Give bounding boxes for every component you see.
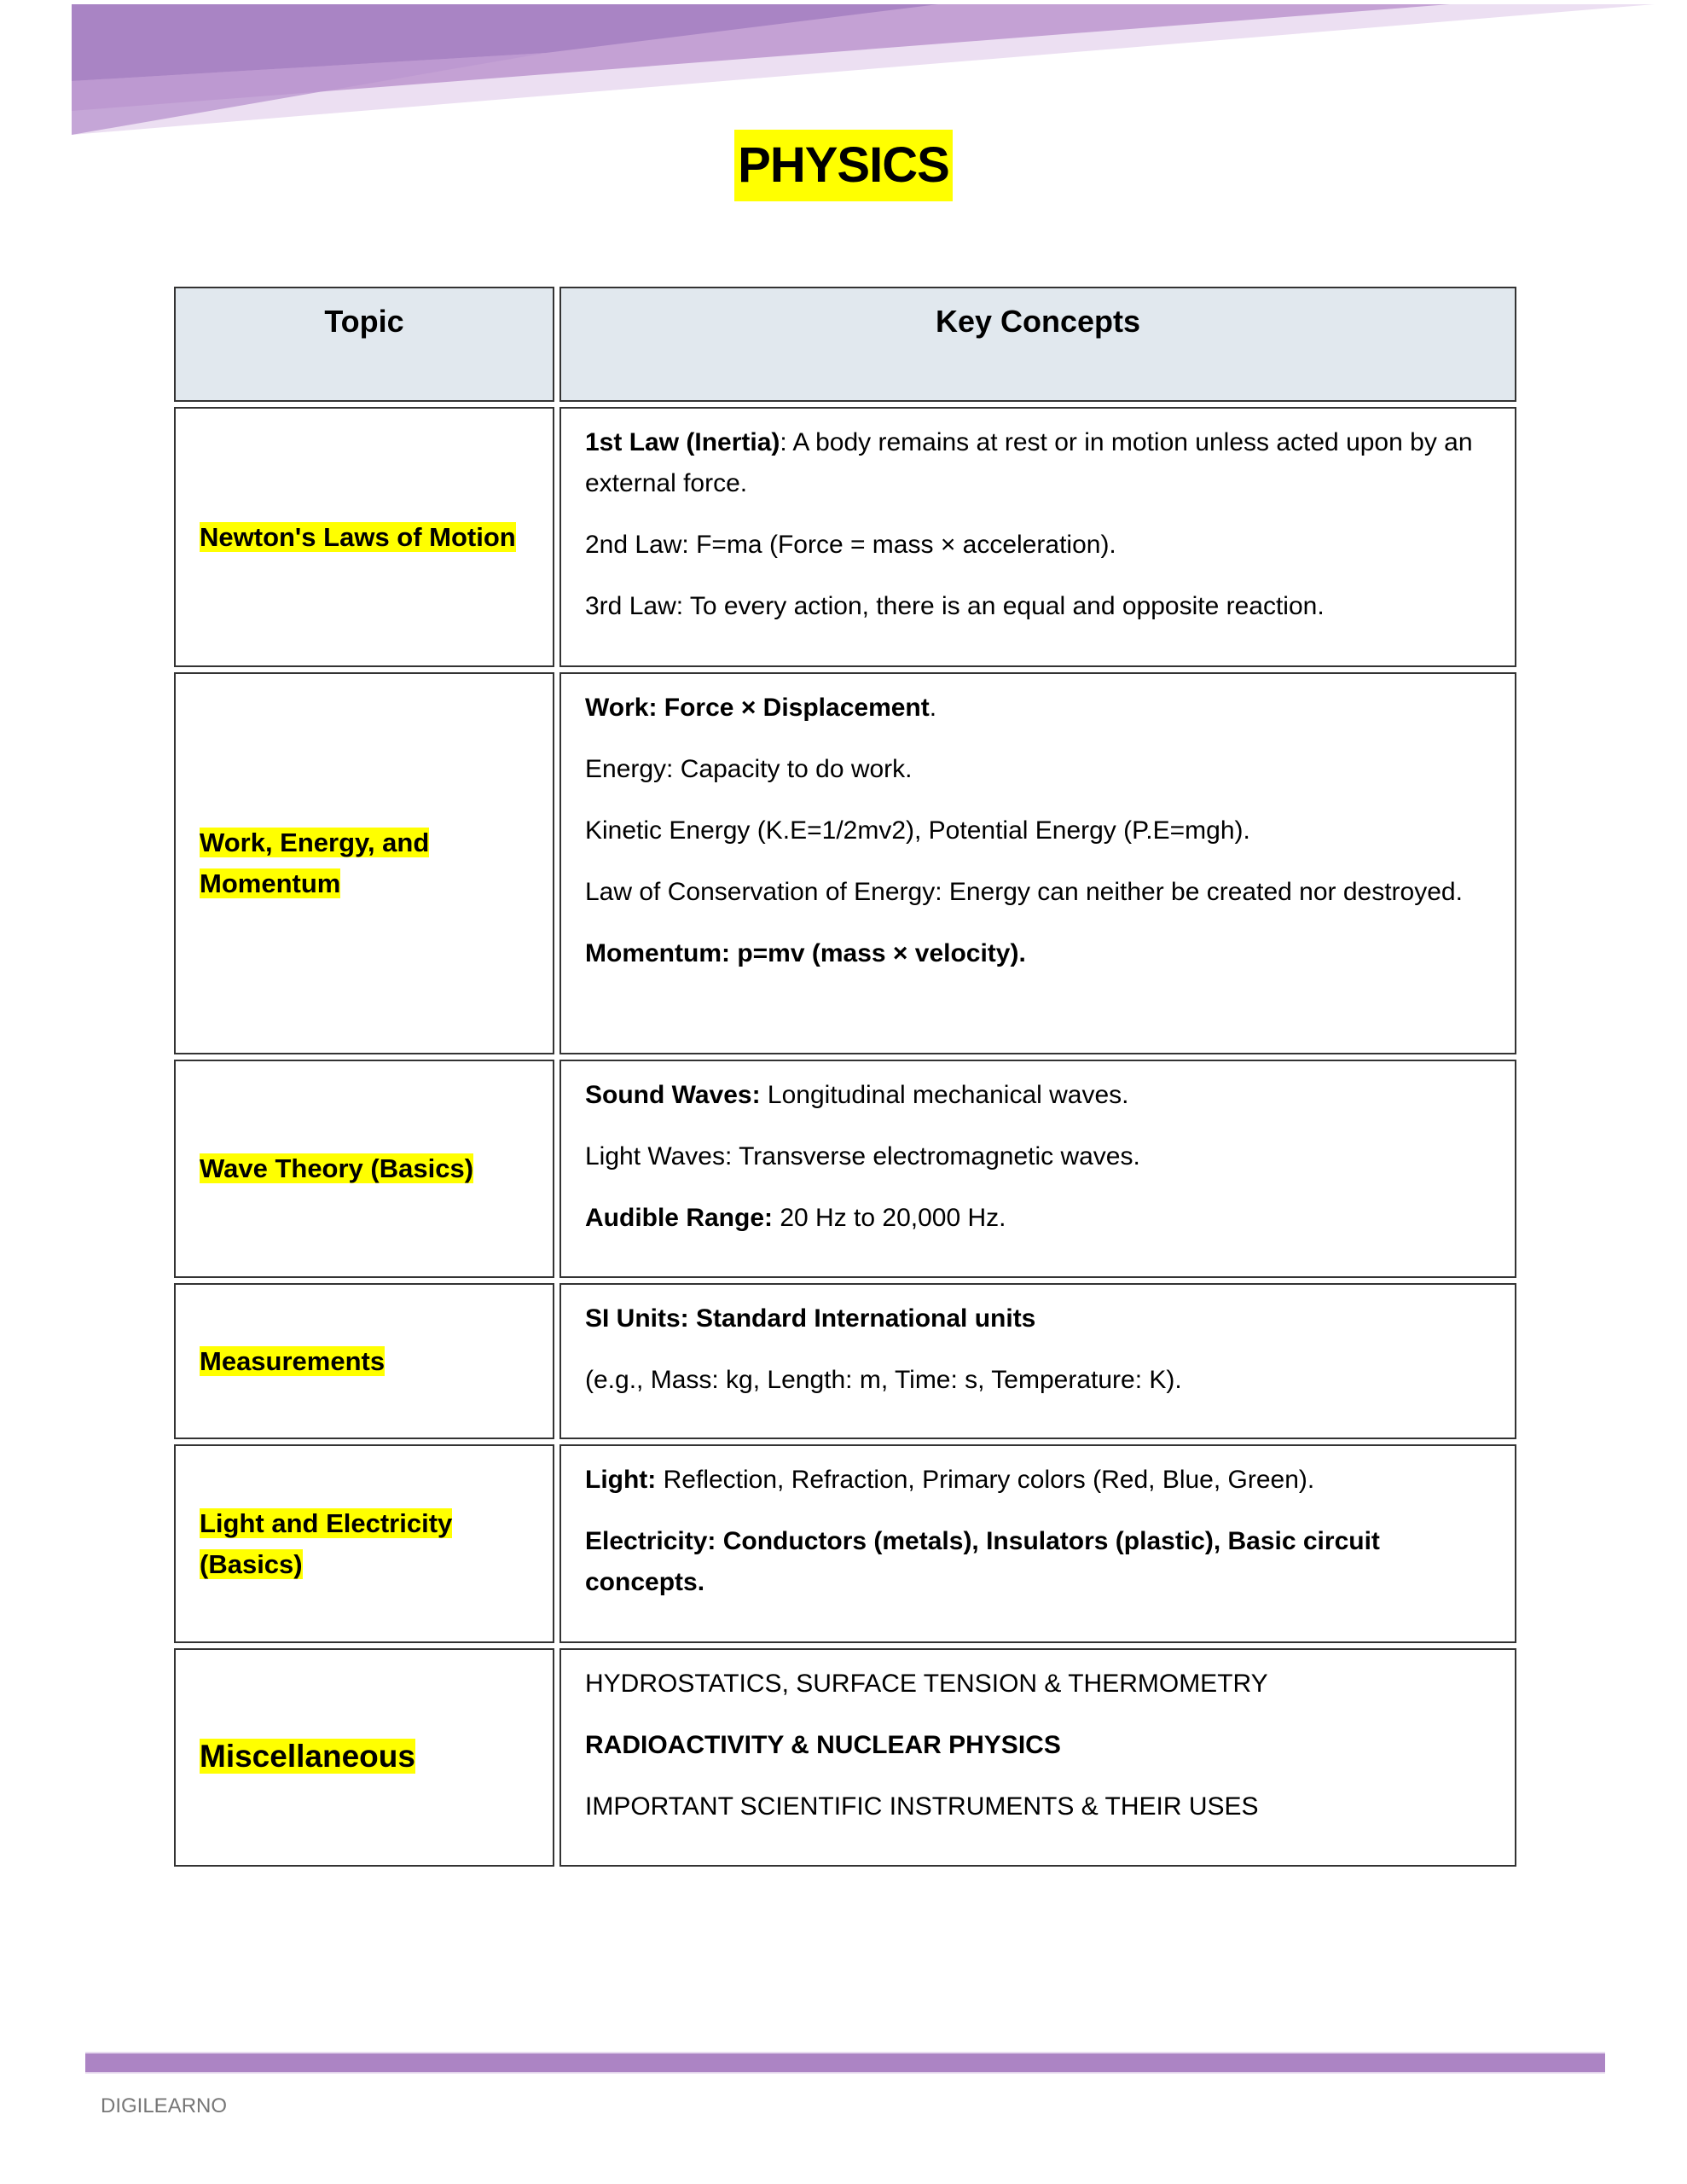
concepts-cell [559,1283,1516,1439]
table-row [174,1060,1516,1278]
concept-line: Light Waves: Transverse electromagnetic waves. [585,1142,1140,1170]
concept-line [585,1075,1491,1116]
concept-line: HYDROSTATICS, SURFACE TENSION & THERMOMETRY [585,1670,1268,1698]
concept-line: (e.g., Mass: kg, Length: m, Time: s, Temperature: K). [585,1366,1182,1394]
concept-bold-text: Sound Waves: [585,1081,761,1109]
concept-line: IMPORTANT SCIENTIFIC INSTRUMENTS & THEIR USES [585,1792,1259,1821]
concepts-cell [559,1648,1516,1867]
page-title: PHYSICS [734,130,953,201]
column-header-topic: Topic [174,287,554,402]
topic-cell [174,672,554,1054]
header-banner-decoration [0,0,1687,145]
topic-label: Work, Energy, and Momentum [200,828,430,898]
concept-text: Reflection, Refraction, Primary colors (Red, Blue, Green). [656,1466,1315,1494]
physics-topics-table [169,282,1522,1872]
table-header-row [174,287,1516,402]
concept-line: Energy: Capacity to do work. [585,755,913,783]
concept-line: Law of Conservation of Energy: Energy can neither be created nor destroyed. [585,878,1463,906]
concept-text: 20 Hz to 20,000 Hz. [773,1204,1006,1232]
concept-line [585,1198,1491,1239]
table-row [174,1283,1516,1439]
concept-line [585,688,1491,729]
concept-line: SI Units: Standard International units [585,1304,1036,1333]
topic-cell [174,1060,554,1278]
footer-brand: DIGILEARNO [101,2094,228,2117]
topic-label: Newton's Laws of Motion [200,521,516,552]
concept-line: 3rd Law: To every action, there is an equal and opposite reaction. [585,592,1325,620]
concept-line: RADIOACTIVITY & NUCLEAR PHYSICS [585,1731,1061,1759]
concept-line: Momentum: p=mv (mass × velocity). [585,939,1026,967]
concept-line [585,1460,1491,1501]
concept-line [585,422,1491,504]
concept-bold-text: Audible Range: [585,1204,774,1232]
topic-cell [174,407,554,667]
concept-text: Longitudinal mechanical waves. [760,1081,1129,1109]
topic-label: Light and Electricity (Basics) [200,1507,453,1579]
table-row [174,407,1516,667]
topic-cell [174,1444,554,1643]
footer-divider-bar [85,2052,1605,2074]
table-row [174,1444,1516,1643]
concepts-cell [559,1444,1516,1643]
topic-cell [174,1283,554,1439]
column-header-key-concepts: Key Concepts [559,287,1516,402]
concepts-cell [559,672,1516,1054]
concept-line: Kinetic Energy (K.E=1/2mv2), Potential Energy (P.E=mgh). [585,816,1250,845]
page-title-wrapper [0,130,1687,201]
concept-bold-text: Light: [585,1466,657,1494]
table-row [174,1648,1516,1867]
topic-label: Measurements [200,1345,386,1376]
topic-cell [174,1648,554,1867]
concept-bold-text: 1st Law (Inertia) [585,428,780,456]
concept-line: Electricity: Conductors (metals), Insulators (plastic), Basic circuit concepts. [585,1527,1380,1596]
concepts-cell [559,407,1516,667]
concepts-cell [559,1060,1516,1278]
concept-text: . [929,694,937,722]
table-row [174,672,1516,1054]
concept-line: 2nd Law: F=ma (Force = mass × acceleration). [585,531,1116,559]
topic-label: Wave Theory (Basics) [200,1153,474,1183]
concept-bold-text: Work: Force × Displacement [585,694,930,722]
concept-text: : A body remains at rest or in motion unless acted upon by an external force. [585,428,1473,497]
topic-label: Miscellaneous [200,1739,415,1774]
